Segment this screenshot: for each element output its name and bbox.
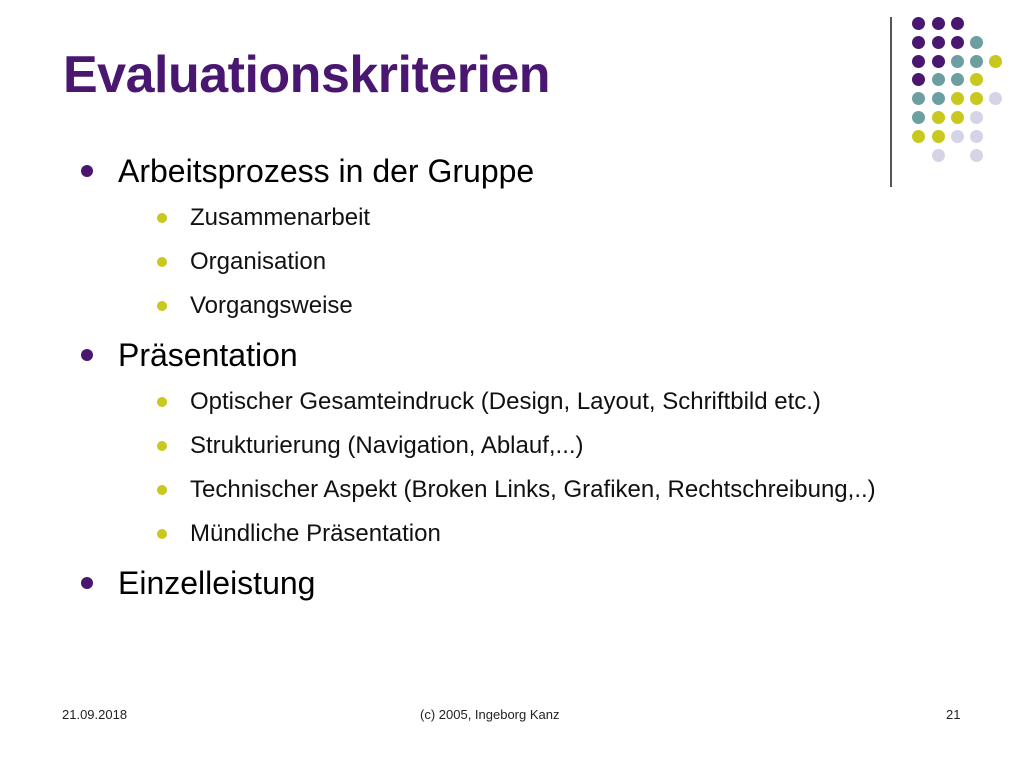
sub-bullet-item bbox=[80, 386, 940, 418]
sub-bullet-item bbox=[80, 290, 940, 322]
decorative-dot bbox=[970, 111, 983, 124]
decorative-dot bbox=[970, 73, 983, 86]
bullet-label: Präsentation bbox=[118, 337, 298, 373]
sub-bullet-label: Zusammenarbeit bbox=[190, 204, 371, 231]
bullet-label: Arbeitsprozess in der Gruppe bbox=[118, 153, 535, 189]
bullet-dot bbox=[81, 349, 93, 361]
sub-bullet-dot bbox=[157, 441, 167, 451]
decorative-dot bbox=[951, 130, 964, 143]
sub-bullet-label: Strukturierung (Navigation, Ablauf,...) bbox=[190, 432, 584, 459]
slide-title: Evaluationskriterien bbox=[63, 46, 551, 104]
bullet-dot bbox=[81, 577, 93, 589]
decorative-dot bbox=[951, 36, 964, 49]
sub-bullet-label: Vorgangsweise bbox=[190, 292, 353, 319]
sub-bullet-dot bbox=[157, 529, 167, 539]
footer-copyright: (c) 2005, Ingeborg Kanz bbox=[420, 707, 560, 722]
bullet-label: Einzelleistung bbox=[118, 565, 316, 601]
bullet-list bbox=[80, 150, 940, 604]
decorative-dot bbox=[912, 73, 925, 86]
decorative-dot bbox=[912, 55, 925, 68]
bullet-item bbox=[80, 150, 940, 192]
decorative-dot bbox=[989, 92, 1002, 105]
decorative-dot bbox=[912, 17, 925, 30]
decorative-dot bbox=[951, 92, 964, 105]
decorative-dot bbox=[932, 92, 945, 105]
bullet-item bbox=[80, 334, 940, 376]
sub-bullet-dot bbox=[157, 257, 167, 267]
sub-bullet-item bbox=[80, 202, 940, 234]
decorative-dot bbox=[912, 92, 925, 105]
footer-page-number: 21 bbox=[946, 707, 961, 722]
bullet-item bbox=[80, 562, 940, 604]
decorative-dot bbox=[912, 111, 925, 124]
decorative-dot bbox=[912, 130, 925, 143]
sub-bullet-item bbox=[80, 246, 940, 278]
decorative-dot bbox=[970, 92, 983, 105]
decorative-dot bbox=[932, 73, 945, 86]
footer-date: 21.09.2018 bbox=[62, 707, 128, 722]
decorative-dot bbox=[951, 73, 964, 86]
sub-bullet-item bbox=[80, 430, 940, 462]
sub-bullet-label: Technischer Aspekt (Broken Links, Grafiken, Rechtschreibung,..) bbox=[190, 476, 876, 503]
sub-bullet-dot bbox=[157, 301, 167, 311]
decorative-dot bbox=[932, 36, 945, 49]
decorative-dot bbox=[951, 17, 964, 30]
decorative-dot bbox=[970, 130, 983, 143]
decorative-dot bbox=[970, 36, 983, 49]
bullet-dot bbox=[81, 165, 93, 177]
sub-bullet-dot bbox=[157, 213, 167, 223]
sub-bullet-label: Mündliche Präsentation bbox=[190, 520, 441, 547]
sub-bullet-label: Organisation bbox=[190, 248, 327, 275]
decorative-dot bbox=[932, 130, 945, 143]
decorative-dot bbox=[989, 55, 1002, 68]
sub-bullet-item bbox=[80, 474, 940, 506]
decorative-dot bbox=[932, 111, 945, 124]
decorative-dot bbox=[970, 149, 983, 162]
sub-bullet-dot bbox=[157, 485, 167, 495]
decorative-dot bbox=[912, 36, 925, 49]
decorative-dot bbox=[951, 55, 964, 68]
sub-bullet-item bbox=[80, 518, 940, 550]
decorative-dot bbox=[951, 111, 964, 124]
decorative-dot bbox=[970, 55, 983, 68]
sub-bullet-label: Optischer Gesamteindruck (Design, Layout, Schriftbild etc.) bbox=[190, 388, 821, 415]
sub-bullet-dot bbox=[157, 397, 167, 407]
decorative-dot bbox=[932, 17, 945, 30]
decorative-dot bbox=[932, 55, 945, 68]
